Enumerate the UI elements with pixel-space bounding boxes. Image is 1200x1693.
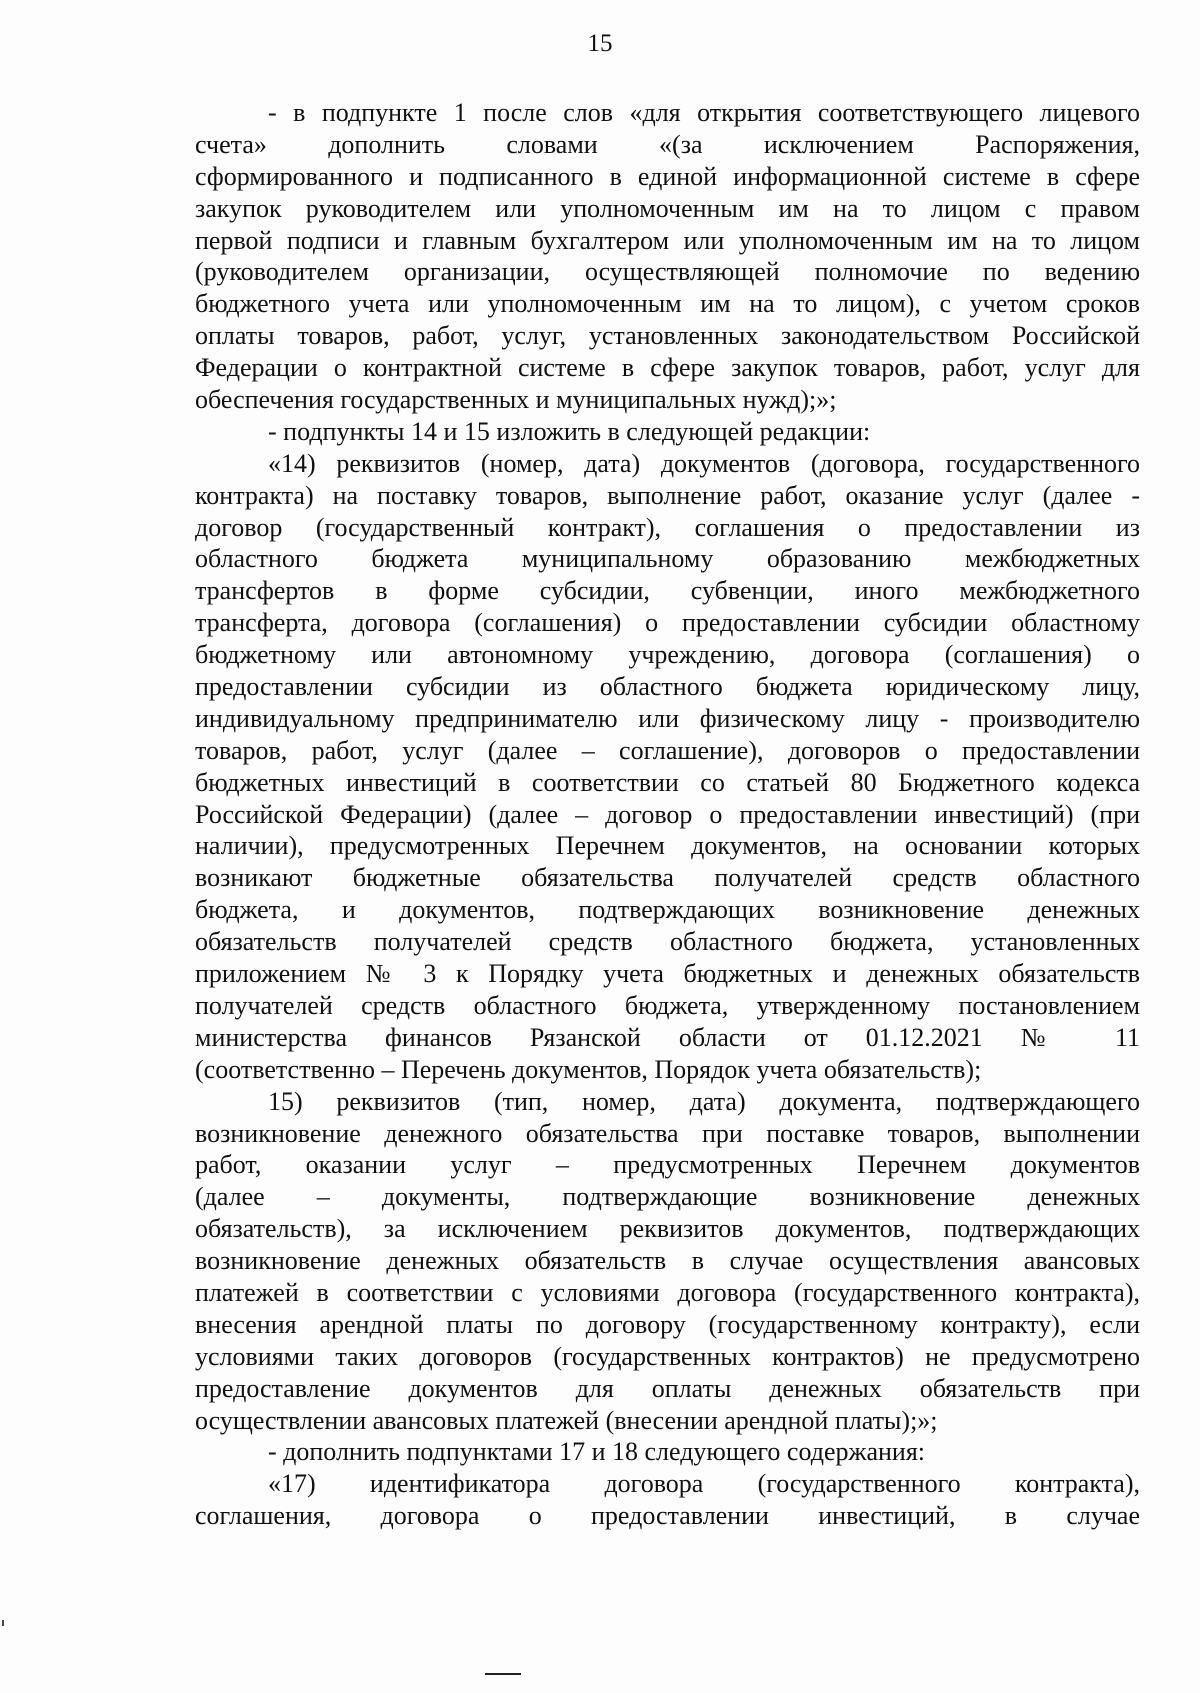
text-line: (соответственно – Перечень документов, Порядок учета обязательств);	[195, 1054, 982, 1084]
text-line: возникновение денежных обязательств в случае осуществления авансовых	[195, 1246, 1140, 1276]
text-line: осуществлении авансовых платежей (внесении арендной платы);»;	[195, 1405, 938, 1435]
scan-mark	[485, 1673, 521, 1675]
text-line: оплаты товаров, работ, услуг, установленных законодательством Российской	[195, 321, 1140, 351]
text-line: индивидуальному предпринимателю или физическому лицу - производителю	[195, 703, 1140, 733]
text-line: - в подпункте 1 после слов «для открытия соответствующего лицевого	[268, 98, 1140, 127]
text-line: Федерации о контрактной системе в сфере закупок товаров, работ, услуг для	[195, 353, 1140, 383]
text-line: бюджетных инвестиций в соответствии со статьей 80 Бюджетного кодекса	[195, 767, 1140, 797]
text-line: контракта) на поставку товаров, выполнение работ, оказание услуг (далее -	[195, 480, 1140, 510]
text-line: трансферта, договора (соглашения) о предоставлении субсидии областному	[195, 608, 1140, 638]
text-line: возникновение денежного обязательства при поставке товаров, выполнении	[195, 1118, 1140, 1148]
text-line: товаров, работ, услуг (далее – соглашение), договоров о предоставлении	[195, 735, 1140, 765]
text-line: министерства финансов Рязанской области от 01.12.2021 № 11	[195, 1022, 1140, 1052]
text-line: 15) реквизитов (тип, номер, дата) документа, подтверждающего	[268, 1086, 1140, 1116]
text-line: закупок руководителем или уполномоченным им на то лицом с правом	[195, 193, 1140, 223]
text-line: предоставлении субсидии из областного бюджета юридическому лицу,	[195, 672, 1140, 702]
page-number: 15	[587, 30, 613, 57]
text-line: Российской Федерации) (далее – договор о предоставлении инвестиций) (при	[195, 799, 1140, 829]
text-line: приложением № 3 к Порядку учета бюджетных и денежных обязательств	[195, 959, 1140, 989]
text-line: первой подписи и главным бухгалтером или уполномоченным им на то лицом	[195, 225, 1140, 255]
text-line: получателей средств областного бюджета, утвержденному постановлением	[195, 990, 1140, 1020]
text-line: возникают бюджетные обязательства получателей средств областного	[195, 863, 1140, 893]
scan-speck	[2, 1620, 4, 1626]
text-line: обеспечения государственных и муниципальных нужд);»;	[195, 385, 837, 415]
text-line: счета» дополнить словами «(за исключением Распоряжения,	[195, 129, 1140, 159]
text-line: договор (государственный контракт), соглашения о предоставлении из	[195, 512, 1140, 542]
text-line: бюджета, и документов, подтверждающих возникновение денежных	[195, 895, 1140, 925]
text-line: (руководителем организации, осуществляющей полномочие по ведению	[195, 257, 1140, 287]
text-line: обязательств получателей средств областного бюджета, установленных	[195, 927, 1140, 957]
text-line: наличии), предусмотренных Перечнем документов, на основании которых	[195, 831, 1140, 861]
text-line: - дополнить подпунктами 17 и 18 следующего содержания:	[268, 1437, 926, 1467]
document-body	[195, 97, 1140, 1532]
text-line: бюджетному или автономному учреждению, договора (соглашения) о	[195, 640, 1140, 670]
text-line: «17) идентификатора договора (государственного контракта),	[268, 1469, 1140, 1499]
text-line: сформированного и подписанного в единой информационной системе в сфере	[195, 161, 1140, 191]
text-line: «14) реквизитов (номер, дата) документов (договора, государственного	[268, 448, 1140, 478]
text-line: платежей в соответствии с условиями договора (государственного контракта),	[195, 1277, 1140, 1307]
text-line: обязательств), за исключением реквизитов документов, подтверждающих	[195, 1214, 1140, 1244]
text-line: условиями таких договоров (государственных контрактов) не предусмотрено	[195, 1341, 1140, 1371]
text-line: внесения арендной платы по договору (государственному контракту), если	[195, 1309, 1140, 1339]
text-line: предоставление документов для оплаты денежных обязательств при	[195, 1373, 1140, 1403]
text-line: - подпункты 14 и 15 изложить в следующей редакции:	[268, 416, 871, 446]
text-line: трансфертов в форме субсидии, субвенции, иного межбюджетного	[195, 576, 1140, 606]
text-line: работ, оказании услуг – предусмотренных Перечнем документов	[195, 1150, 1140, 1180]
text-line: бюджетного учета или уполномоченным им на то лицом), с учетом сроков	[195, 289, 1140, 319]
text-line: областного бюджета муниципальному образованию межбюджетных	[195, 544, 1140, 574]
text-line: соглашения, договора о предоставлении инвестиций, в случае	[195, 1501, 1140, 1531]
text-line: (далее – документы, подтверждающие возникновение денежных	[195, 1182, 1140, 1212]
